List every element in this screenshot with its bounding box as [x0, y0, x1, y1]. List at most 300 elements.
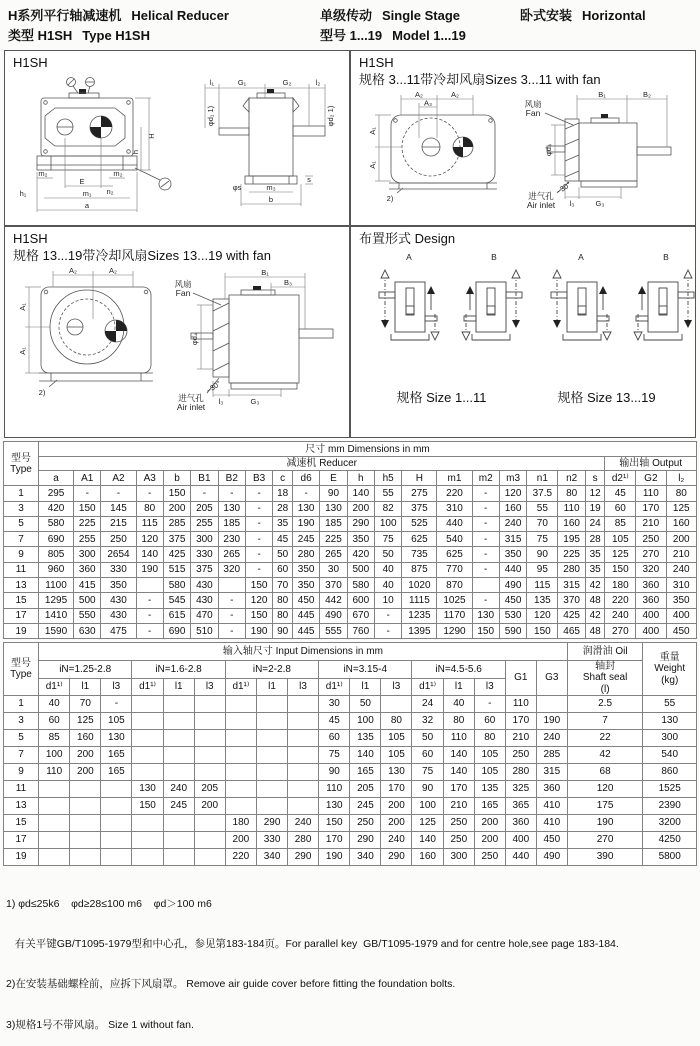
table-row [4, 516, 697, 531]
value-cell: 200 [474, 831, 505, 848]
value-cell [101, 780, 132, 797]
dim-label-E: E [79, 177, 85, 187]
value-cell [101, 831, 132, 848]
weight-en: Weight [654, 663, 686, 675]
value-cell: - [245, 516, 272, 531]
caption-size-small: 规格 Size 1...11 [396, 390, 487, 406]
value-cell: 50 [412, 729, 443, 746]
value-cell: 60 [319, 729, 350, 746]
value-cell: 220 [225, 848, 256, 865]
dim-label-B2: B₂ [643, 90, 651, 100]
column-header-cell: b [163, 471, 190, 486]
stage-zh: 单级传动 [320, 8, 373, 23]
dim-label-phid4: φd₄ [190, 333, 199, 346]
ratio-group-2: iN=1.6-2.8 [132, 661, 225, 678]
diagram-panels [4, 50, 696, 438]
column-header-cell: a [39, 471, 74, 486]
column-header-cell: n2 [558, 471, 585, 486]
type-header-en: Type [10, 463, 32, 475]
dim-label-m2-left: m₂ [38, 169, 48, 179]
table-row [4, 746, 697, 763]
value-cell: 130 [132, 780, 163, 797]
value-cell: 50 [350, 695, 381, 712]
type-column-header [4, 643, 39, 696]
value-cell: 200 [225, 831, 256, 848]
column-header-cell: l1 [163, 678, 194, 695]
value-cell [101, 797, 132, 814]
shaft-seal-header [567, 661, 643, 696]
header-line-1 [8, 6, 692, 26]
value-cell: 250 [443, 814, 474, 831]
value-cell [257, 712, 288, 729]
value-cell: 205 [350, 780, 381, 797]
dim-label-A3: A₃ [423, 98, 433, 108]
value-cell [257, 746, 288, 763]
value-cell: 270 [636, 547, 666, 562]
type-header-en: Type [10, 669, 32, 681]
value-cell: 240 [536, 729, 567, 746]
value-cell [132, 712, 163, 729]
value-cell: 760 [347, 623, 374, 638]
angle-label: ~30° [204, 378, 223, 396]
value-cell: 130 [218, 501, 245, 516]
value-cell: - [245, 486, 272, 501]
value-cell [132, 746, 163, 763]
value-cell [257, 797, 288, 814]
value-cell [70, 831, 101, 848]
value-cell: 48 [585, 623, 605, 638]
table-row [4, 547, 697, 562]
value-cell: - [136, 623, 163, 638]
value-cell [70, 814, 101, 831]
value-cell: 185 [218, 516, 245, 531]
type-cell: 5 [4, 516, 39, 531]
value-cell: 12 [585, 486, 605, 501]
value-cell: 250 [443, 831, 474, 848]
value-cell: 105 [381, 729, 412, 746]
value-cell: - [136, 593, 163, 608]
table-row [4, 848, 697, 865]
value-cell: 80 [136, 501, 163, 516]
panel2-subtitle: 规格 3...11带冷却风扇Sizes 3...11 with fan [359, 72, 601, 88]
value-cell: 540 [437, 532, 472, 547]
value-cell: - [472, 547, 499, 562]
value-cell: 45 [605, 486, 636, 501]
column-header-cell: A3 [136, 471, 163, 486]
value-cell: 290 [288, 848, 319, 865]
value-cell: 190 [245, 623, 272, 638]
design-letter-4: B [663, 252, 669, 263]
value-cell: 415 [74, 578, 101, 593]
weight-header [643, 643, 697, 696]
value-cell: 180 [605, 578, 636, 593]
value-cell: 40 [375, 578, 402, 593]
value-cell: 3200 [643, 814, 697, 831]
value-cell: - [472, 516, 499, 531]
type-cell: 19 [4, 623, 39, 638]
value-cell: 110 [505, 695, 536, 712]
value-cell: 1525 [643, 780, 697, 797]
value-cell [257, 729, 288, 746]
value-cell: 190 [136, 562, 163, 577]
g3-header: G3 [536, 661, 567, 696]
value-cell: 410 [536, 797, 567, 814]
value-cell: 110 [319, 780, 350, 797]
value-cell: 425 [558, 608, 585, 623]
value-cell: 200 [70, 746, 101, 763]
value-cell: 95 [527, 562, 558, 577]
column-header-cell: d1¹⁾ [225, 678, 256, 695]
dim-label-A1b: A₁ [18, 347, 27, 355]
value-cell: 250 [350, 814, 381, 831]
value-cell: 210 [443, 797, 474, 814]
dim-label-A1a: A₁ [18, 303, 27, 311]
value-cell: 420 [347, 547, 374, 562]
value-cell: 200 [70, 763, 101, 780]
panel-design-arrangements [350, 226, 696, 438]
column-header-cell: l1 [443, 678, 474, 695]
value-cell: 875 [402, 562, 437, 577]
value-cell: 2654 [101, 547, 136, 562]
value-cell: 22 [567, 729, 643, 746]
type-cell: 5 [4, 729, 39, 746]
value-cell [163, 814, 194, 831]
value-cell: 600 [347, 593, 374, 608]
value-cell [225, 712, 256, 729]
footnote-1b: 有关平键GB/T1095-1979型和中心孔，参见第183-184页。For parallel key GB/T1095-1979 and for centre hole,see page 183-184. [6, 938, 619, 950]
value-cell: 430 [101, 608, 136, 623]
type-en: Type H1SH [82, 28, 150, 44]
value-cell: 140 [350, 746, 381, 763]
value-cell: 285 [163, 516, 190, 531]
type-cell: 15 [4, 593, 39, 608]
value-cell: 105 [381, 746, 412, 763]
value-cell: 80 [474, 729, 505, 746]
value-cell: 500 [347, 562, 374, 577]
value-cell: 425 [163, 547, 190, 562]
value-cell: 160 [70, 729, 101, 746]
table-row [4, 763, 697, 780]
value-cell: 170 [443, 780, 474, 797]
value-cell: 860 [643, 763, 697, 780]
value-cell: 18 [273, 486, 293, 501]
column-header-cell: m1 [437, 471, 472, 486]
value-cell: 440 [437, 516, 472, 531]
table-row [4, 608, 697, 623]
model-zh: 型号 1...19 [320, 28, 383, 44]
type-cell: 9 [4, 547, 39, 562]
table1-column-headers [4, 471, 697, 486]
header-line-2 [8, 26, 692, 46]
value-cell: 470 [191, 608, 218, 623]
panel1-title: H1SH [13, 55, 48, 71]
value-cell: 400 [505, 831, 536, 848]
value-cell: 28 [273, 501, 293, 516]
value-cell [163, 712, 194, 729]
value-cell: 315 [499, 532, 526, 547]
value-cell: 195 [558, 532, 585, 547]
value-cell: 350 [499, 547, 526, 562]
value-cell: 250 [636, 532, 666, 547]
value-cell: 110 [636, 486, 666, 501]
value-cell: - [136, 608, 163, 623]
value-cell: 115 [527, 578, 558, 593]
ratio-group-1: iN=1.25-2.8 [39, 661, 132, 678]
value-cell: 1020 [402, 578, 437, 593]
value-cell: 375 [163, 532, 190, 547]
value-cell: 1410 [39, 608, 74, 623]
design-arrangement-diagram [359, 248, 695, 378]
value-cell: 85 [39, 729, 70, 746]
value-cell: 490 [499, 578, 526, 593]
value-cell [136, 578, 163, 593]
value-cell [225, 780, 256, 797]
value-cell: 375 [402, 501, 437, 516]
column-header-cell: c [273, 471, 293, 486]
panel4-title: 布置形式 Design [359, 231, 456, 247]
ratio-group-4: iN=3.15-4 [319, 661, 412, 678]
value-cell: 450 [666, 623, 696, 638]
value-cell: 150 [74, 501, 101, 516]
value-cell: 300 [643, 729, 697, 746]
value-cell: 85 [605, 516, 636, 531]
column-header-cell: d1¹⁾ [39, 678, 70, 695]
design-letter-1: A [406, 252, 412, 263]
value-cell: 140 [136, 547, 163, 562]
value-cell: - [245, 547, 272, 562]
seal-unit: (l) [600, 683, 610, 695]
value-cell [225, 729, 256, 746]
dim-label-h1: h₁ [19, 189, 27, 199]
value-cell: 280 [288, 831, 319, 848]
type-cell: 11 [4, 562, 39, 577]
value-cell [39, 831, 70, 848]
value-cell: 120 [136, 532, 163, 547]
dim-label-a: a [84, 201, 90, 211]
value-cell: 240 [288, 814, 319, 831]
table-row [4, 623, 697, 638]
value-cell: 82 [375, 501, 402, 516]
value-cell: 150 [245, 578, 272, 593]
column-header-cell: A1 [74, 471, 101, 486]
value-cell: 350 [347, 532, 374, 547]
value-cell: 32 [412, 712, 443, 729]
value-cell: 410 [536, 814, 567, 831]
column-header-cell: l1 [350, 678, 381, 695]
seal-zh: 轴封 [595, 661, 616, 673]
dim-label-A2b: A₂ [451, 90, 459, 100]
value-cell: 150 [245, 608, 272, 623]
value-cell: 290 [350, 831, 381, 848]
value-cell [70, 780, 101, 797]
value-cell: 960 [39, 562, 74, 577]
angle-label: ~30° [554, 179, 573, 197]
value-cell: 245 [350, 797, 381, 814]
value-cell: 440 [505, 848, 536, 865]
value-cell: 315 [536, 763, 567, 780]
value-cell: 530 [499, 608, 526, 623]
value-cell [288, 712, 319, 729]
value-cell [163, 746, 194, 763]
value-cell: - [101, 695, 132, 712]
value-cell: 330 [191, 547, 218, 562]
table-row [4, 729, 697, 746]
value-cell: 100 [412, 797, 443, 814]
dim-label-h: h [131, 150, 140, 155]
value-cell: 475 [101, 623, 136, 638]
value-cell: - [472, 501, 499, 516]
value-cell: 430 [101, 593, 136, 608]
value-cell: 145 [101, 501, 136, 516]
value-cell: 550 [74, 608, 101, 623]
table-row [4, 501, 697, 516]
fan-label-zh: 风扇 [524, 99, 542, 110]
value-cell [472, 578, 499, 593]
dim-label-l3: l₃ [218, 397, 224, 407]
value-cell [194, 712, 225, 729]
dim-label-G3: G₃ [250, 397, 260, 407]
value-cell: 240 [499, 516, 526, 531]
value-cell: 125 [70, 712, 101, 729]
value-cell [225, 695, 256, 712]
value-cell: 125 [666, 501, 696, 516]
value-cell [288, 797, 319, 814]
column-header-cell: l3 [474, 678, 505, 695]
value-cell: 200 [194, 797, 225, 814]
panel-base-drawing [4, 50, 350, 226]
type-column-header [4, 442, 39, 486]
dim-label-G1: G₁ [237, 78, 247, 88]
value-cell: 130 [292, 501, 319, 516]
value-cell: 445 [292, 608, 319, 623]
value-cell: - [245, 501, 272, 516]
fan-label-en: Fan [525, 108, 541, 119]
value-cell: 40 [375, 562, 402, 577]
value-cell: 220 [437, 486, 472, 501]
value-cell: - [292, 486, 319, 501]
column-header-cell: d1¹⁾ [319, 678, 350, 695]
value-cell [218, 578, 245, 593]
panel3-title: H1SH [13, 231, 48, 247]
column-header-cell: E [320, 471, 347, 486]
value-cell: 350 [292, 562, 319, 577]
value-cell: 150 [527, 623, 558, 638]
value-cell: 24 [585, 516, 605, 531]
column-header-cell: h [347, 471, 374, 486]
value-cell: 630 [74, 623, 101, 638]
value-cell [39, 797, 70, 814]
value-cell: 690 [39, 532, 74, 547]
value-cell: 220 [605, 593, 636, 608]
type-cell: 13 [4, 797, 39, 814]
ratio-group-5: iN=4.5-5.6 [412, 661, 505, 678]
value-cell: 1235 [402, 608, 437, 623]
value-cell [70, 797, 101, 814]
value-cell: 400 [636, 623, 666, 638]
value-cell: 360 [74, 562, 101, 577]
value-cell: - [375, 608, 402, 623]
value-cell: 350 [666, 593, 696, 608]
dim-label-B1: B₁ [598, 90, 606, 100]
dim-label-A1a: A₁ [368, 127, 377, 135]
value-cell: 465 [558, 623, 585, 638]
table-row [4, 486, 697, 501]
type-cell: 13 [4, 578, 39, 593]
value-cell: 300 [74, 547, 101, 562]
value-cell [39, 780, 70, 797]
value-cell: - [245, 562, 272, 577]
value-cell: 210 [666, 547, 696, 562]
value-cell [225, 797, 256, 814]
value-cell: 80 [273, 608, 293, 623]
value-cell [39, 848, 70, 865]
value-cell: 45 [319, 712, 350, 729]
value-cell: - [218, 593, 245, 608]
type-cell: 1 [4, 695, 39, 712]
value-cell: 580 [39, 516, 74, 531]
weight-unit: (kg) [661, 674, 679, 686]
value-cell: 7 [567, 712, 643, 729]
reducer-dimension-diagram [13, 72, 349, 222]
value-cell: 805 [39, 547, 74, 562]
value-cell: 160 [558, 516, 585, 531]
value-cell: 250 [505, 746, 536, 763]
footnotes [6, 871, 694, 1046]
value-cell: 45 [273, 532, 293, 547]
value-cell [163, 695, 194, 712]
value-cell: 75 [412, 763, 443, 780]
value-cell [132, 848, 163, 865]
fan-label-en: Fan [175, 288, 191, 299]
value-cell: 210 [636, 516, 666, 531]
value-cell: - [218, 486, 245, 501]
value-cell: 375 [191, 562, 218, 577]
value-cell: 190 [567, 814, 643, 831]
column-header-cell: s [585, 471, 605, 486]
column-header-cell: l3 [194, 678, 225, 695]
type-cell: 17 [4, 608, 39, 623]
dim-label-phid2: φd₂ 1) [326, 105, 335, 127]
value-cell: 105 [474, 763, 505, 780]
value-cell: 295 [39, 486, 74, 501]
value-cell: 690 [163, 623, 190, 638]
panel3-subtitle: 规格 13...19带冷却风扇Sizes 13...19 with fan [13, 248, 271, 264]
value-cell: 1395 [402, 623, 437, 638]
value-cell: 330 [101, 562, 136, 577]
value-cell: 48 [585, 593, 605, 608]
value-cell [163, 831, 194, 848]
value-cell [288, 763, 319, 780]
value-cell: 130 [101, 729, 132, 746]
dim-label-B1: B₁ [261, 268, 269, 278]
value-cell: 290 [381, 848, 412, 865]
value-cell: 240 [666, 562, 696, 577]
value-cell: 35 [585, 562, 605, 577]
value-cell: 170 [636, 501, 666, 516]
value-cell: 24 [412, 695, 443, 712]
column-header-cell: B2 [218, 471, 245, 486]
value-cell [163, 848, 194, 865]
value-cell: 150 [163, 486, 190, 501]
value-cell: 315 [558, 578, 585, 593]
p1-side-dims [205, 84, 325, 206]
value-cell: 105 [605, 532, 636, 547]
value-cell: 35 [585, 547, 605, 562]
design-letter-2: B [491, 252, 497, 263]
value-cell: 360 [505, 814, 536, 831]
value-cell: 205 [194, 780, 225, 797]
value-cell: 270 [605, 623, 636, 638]
